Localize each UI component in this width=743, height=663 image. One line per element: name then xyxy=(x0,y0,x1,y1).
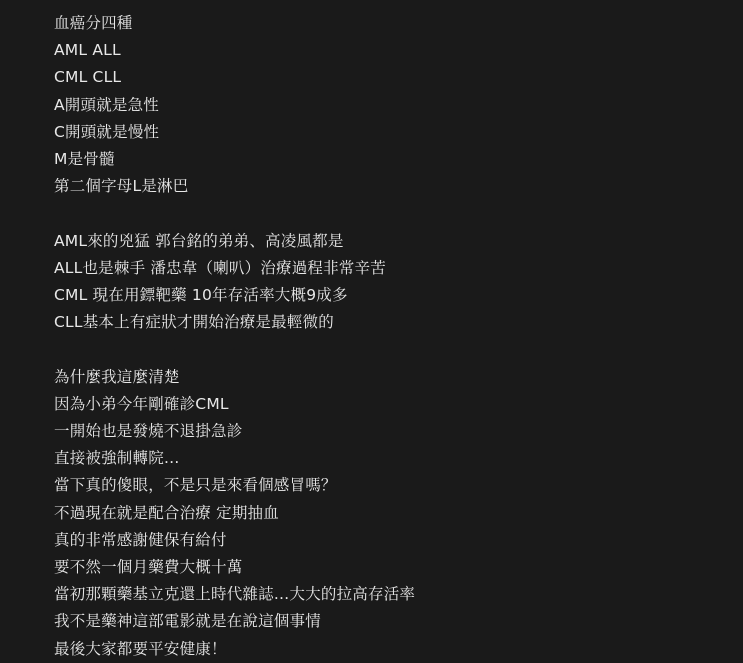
post-blank-line xyxy=(54,200,743,227)
post-line: 當初那顆藥基立克還上時代雜誌…大大的拉高存活率 xyxy=(54,585,416,604)
post-line: 一開始也是發燒不退掛急診 xyxy=(54,422,243,441)
post-blank-line xyxy=(54,336,743,363)
post-line: ALL也是棘手 潘忠韋（喇叭）治療過程非常辛苦 xyxy=(54,258,386,277)
post-line: 當下真的傻眼，不是只是來看個感冒嗎？ xyxy=(54,476,337,495)
post-line: M是骨髓 xyxy=(54,150,115,169)
post-line: CML 現在用鏢靶藥 10年存活率大概9成多 xyxy=(54,286,348,305)
post-line: CML CLL xyxy=(54,68,122,87)
post-line: 不過現在就是配合治療 定期抽血 xyxy=(54,503,279,522)
post-line: 因為小弟今年剛確診CML xyxy=(54,394,229,413)
post-line: AML ALL xyxy=(54,41,121,60)
post-line: AML來的兇猛 郭台銘的弟弟、高凌風都是 xyxy=(54,231,344,250)
post-line: C開頭就是慢性 xyxy=(54,122,160,141)
post-line: 最後大家都要平安健康！ xyxy=(54,639,227,658)
post-line: 真的非常感謝健保有給付 xyxy=(54,530,227,549)
post-line: 血癌分四種 xyxy=(54,14,133,32)
post-line: CLL基本上有症狀才開始治療是最輕微的 xyxy=(54,313,334,332)
post-line: 直接被強制轉院… xyxy=(54,449,180,468)
post-line: 我不是藥神這部電影就是在說這個事情 xyxy=(54,612,321,631)
post-line: 為什麼我這麼清楚 xyxy=(54,367,180,386)
post-line: 第二個字母L是淋巴 xyxy=(54,177,189,196)
post-line: A開頭就是急性 xyxy=(54,95,160,114)
post-line: 要不然一個月藥費大概十萬 xyxy=(54,558,243,577)
